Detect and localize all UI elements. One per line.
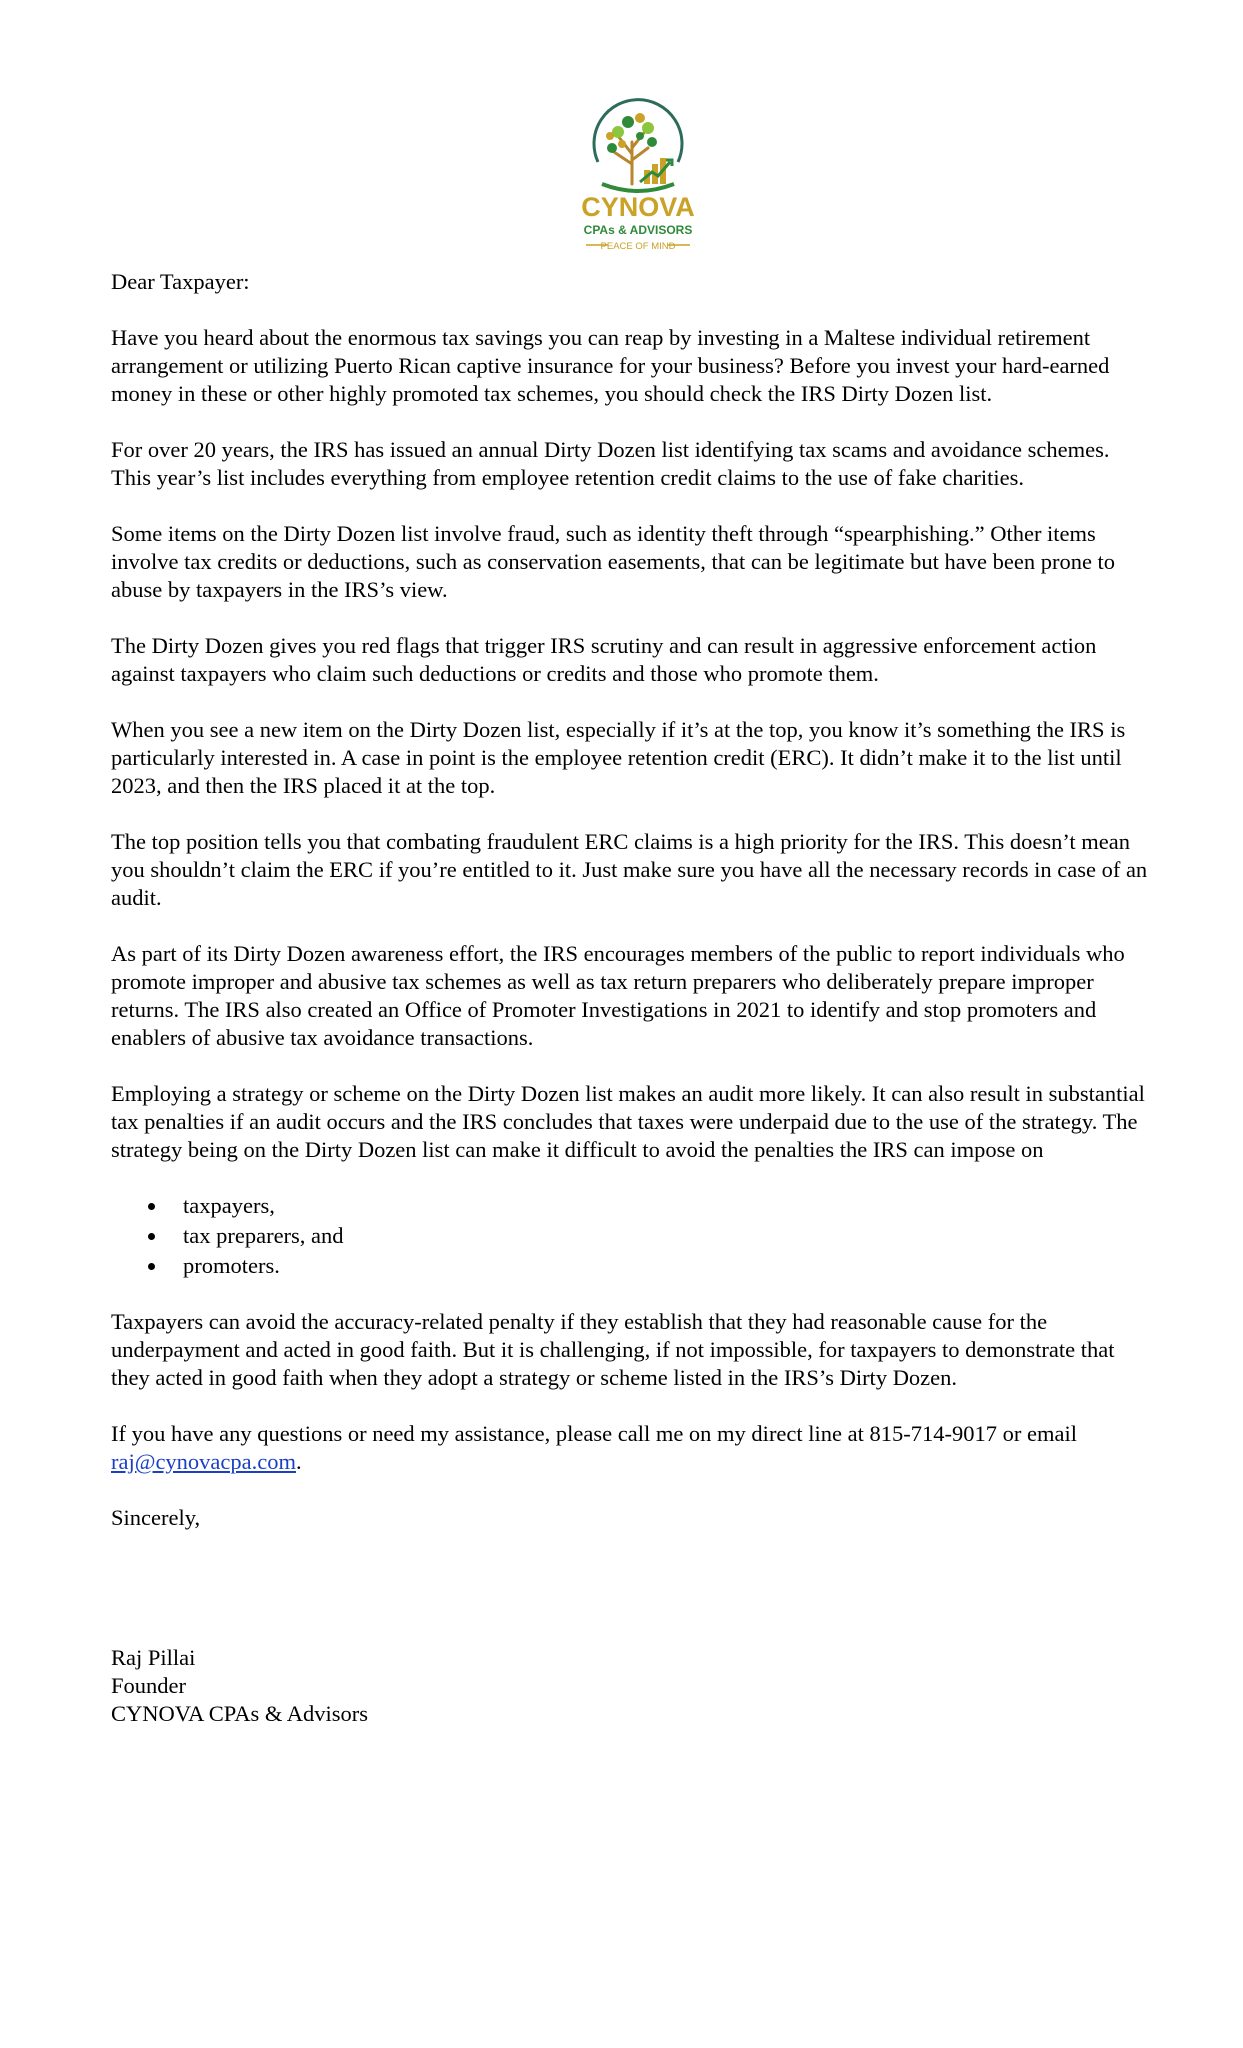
svg-text:PEACE OF MIND: PEACE OF MIND [600,241,676,252]
bullet-icon [148,1233,155,1240]
cynova-logo [566,72,710,252]
signer-title: Founder [111,1673,186,1698]
paragraph-red-flags: The Dirty Dozen gives you red flags that trigger IRS scrutiny and can result in aggressive enforcement action against taxpayers who claim such deductions or credits and those who promote them. [111,633,1097,686]
signature-block [111,1644,1151,1728]
paragraph-awareness: As part of its Dirty Dozen awareness effort, the IRS encourages members of the public to report individuals who promote improper and abusive tax schemes as well as tax return preparers who deliberately prepare improper returns. The IRS also created an Office of Promoter Investigations in 2021 to identify and stop promoters and enablers of abusive tax avoidance transactions. [111,941,1125,1050]
bullet-icon [148,1203,155,1210]
paragraph-history: For over 20 years, the IRS has issued an annual Dirty Dozen list identifying tax scams and avoidance schemes. This year’s list includes everything from employee retention credit claims to the use of fake charities. [111,437,1110,490]
paragraph-good-faith: Taxpayers can avoid the accuracy-related penalty if they establish that they had reasonable cause for the underpayment and acted in good faith. But it is challenging, if not impossible, for taxpayers to demonstrate that they acted in good faith when they adopt a strategy or scheme listed in the IRS’s Dirty Dozen. [111,1309,1115,1390]
signer-company: CYNOVA CPAs & Advisors [111,1701,368,1726]
svg-text:CYNOVA: CYNOVA [581,192,695,222]
paragraph-intro: Have you heard about the enormous tax savings you can reap by investing in a Maltese individual retirement arrangement or utilizing Puerto Rican captive insurance for your business? Before you invest your hard-earned money in these or other highly promoted tax schemes, you should check the IRS Dirty Dozen list. [111,325,1110,406]
paragraph-penalties: Employing a strategy or scheme on the Dirty Dozen list makes an audit more likely. It can also result in substantial tax penalties if an audit occurs and the IRS concludes that taxes were underpaid due to the use of the strategy. The strategy being on the Dirty Dozen list can make it difficult to avoid the penalties the IRS can impose on [111,1081,1145,1162]
paragraph-new-items: When you see a new item on the Dirty Dozen list, especially if it’s at the top, you know it’s something the IRS is particularly interested in. A case in point is the employee retention credit (ERC). It didn’t make it to the list until 2023, and then the IRS placed it at the top. [111,717,1126,798]
letter-body [111,268,1151,1728]
salutation: Dear Taxpayer: [111,269,250,294]
email-link[interactable]: raj@cynovacpa.com [111,1449,297,1474]
bullet-icon [148,1263,155,1270]
svg-text:CPAs & ADVISORS: CPAs & ADVISORS [583,223,693,237]
signer-name: Raj Pillai [111,1645,196,1670]
list-item: tax preparers, and [183,1222,1151,1250]
list-item: taxpayers, [183,1192,1151,1220]
paragraph-erc: The top position tells you that combating fraudulent ERC claims is a high priority for the IRS. This doesn’t mean you shouldn’t claim the ERC if you’re entitled to it. Just make sure you have all the necessary records in case of an audit. [111,829,1148,910]
penalty-targets-list [111,1192,1151,1280]
closing: Sincerely, [111,1505,201,1530]
paragraph-contact: If you have any questions or need my assistance, please call me on my direct line at 815-714-9017 or email raj@cynovacpa.com. [111,1421,1077,1474]
list-item: promoters. [183,1252,1151,1280]
paragraph-fraud-items: Some items on the Dirty Dozen list involve fraud, such as identity theft through “spearphishing.” Other items involve tax credits or deductions, such as conservation easements, that can be legitimate but have been prone to abuse by taxpayers in the IRS’s view. [111,521,1116,602]
